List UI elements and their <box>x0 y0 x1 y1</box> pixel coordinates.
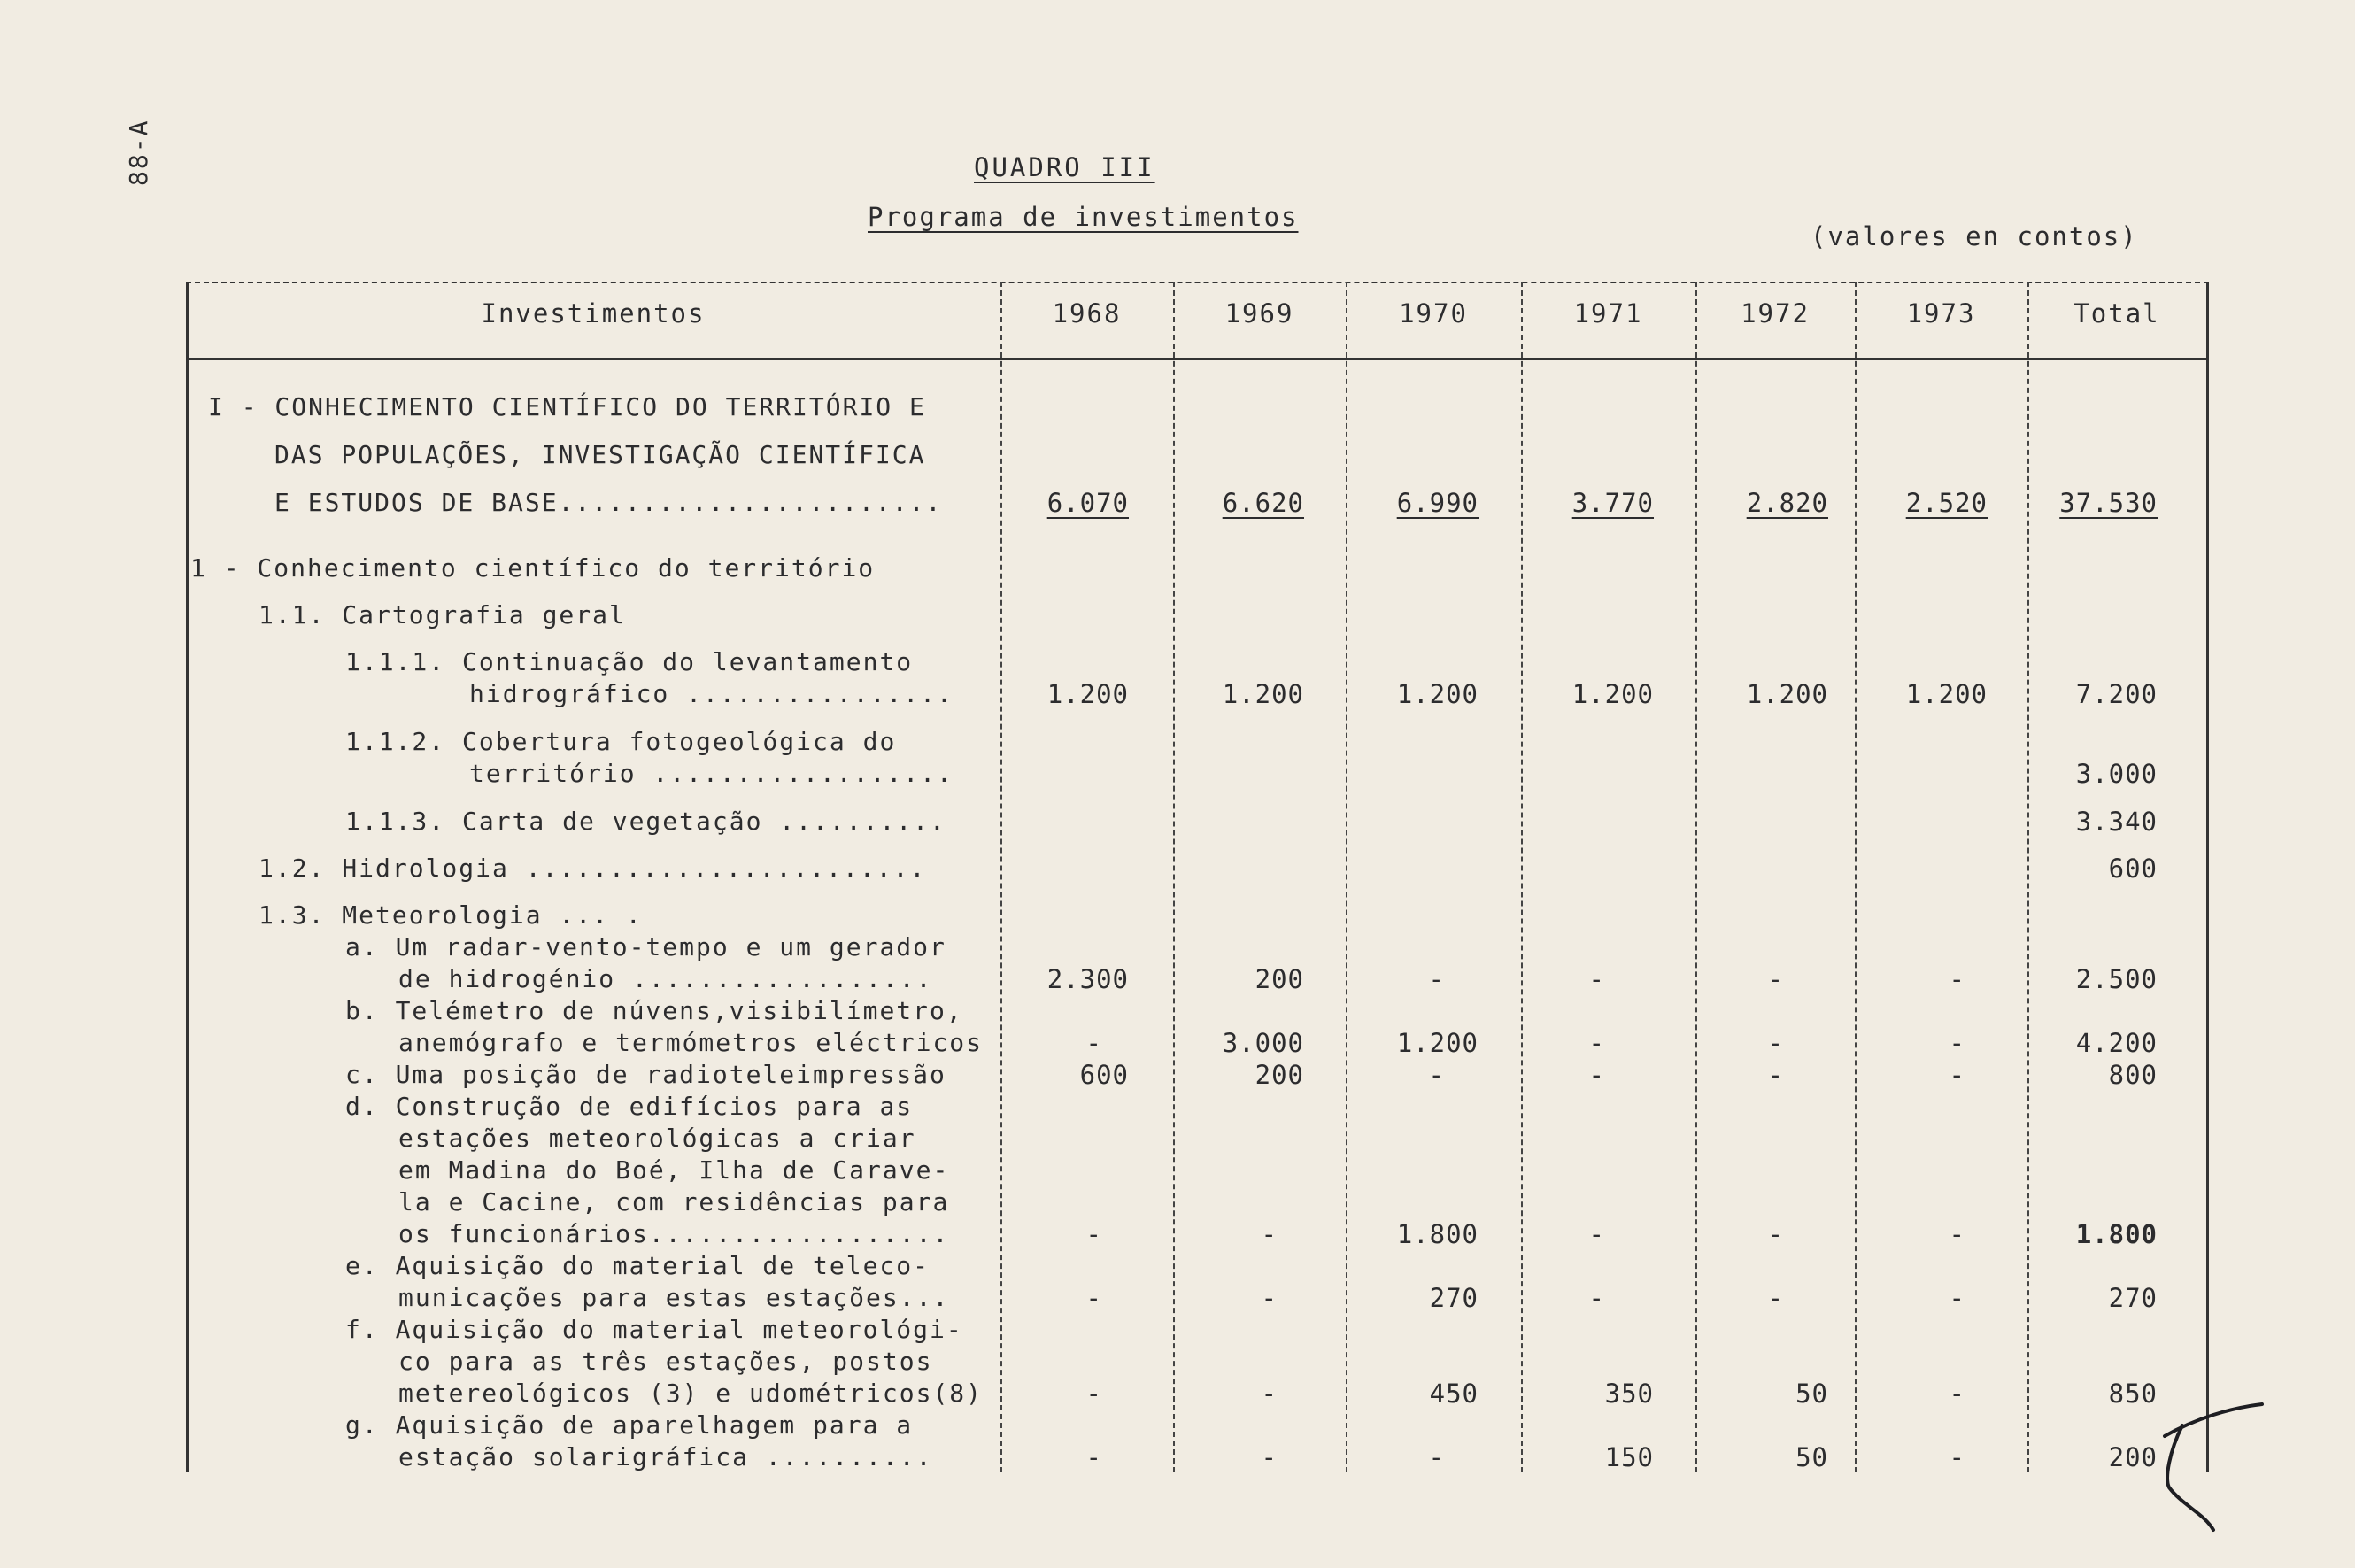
item-e-1973: - <box>1949 1283 1965 1313</box>
item-1-1-1-1968: 1.200 <box>1046 679 1129 709</box>
header-1973: 1973 <box>1906 298 1976 328</box>
item-a-1973: - <box>1949 964 1965 994</box>
item-1-2-total: 600 <box>2108 854 2158 884</box>
item-c-1973: - <box>1949 1060 1965 1090</box>
section-I-line2: DAS POPULAÇÕES, INVESTIGAÇÃO CIENTÍFICA <box>274 440 926 469</box>
item-f-1972: 50 <box>1795 1379 1828 1409</box>
item-f-1973: - <box>1949 1379 1965 1409</box>
item-c-1971: - <box>1588 1060 1605 1090</box>
item-1-1-1-1972: 1.200 <box>1746 679 1828 709</box>
col-divider <box>186 282 189 1472</box>
header-1969: 1969 <box>1224 298 1294 328</box>
margin-code: 88-A <box>124 119 153 186</box>
item-1-1: 1.1. Cartografia geral <box>259 600 626 630</box>
item-g-1968: - <box>1085 1442 1102 1472</box>
item-1: 1 - Conhecimento científico do território <box>190 553 876 583</box>
item-1-1-1-total: 7.200 <box>2075 679 2158 709</box>
header-1970: 1970 <box>1399 298 1468 328</box>
item-b-1971: - <box>1588 1028 1605 1058</box>
item-d-1969: - <box>1261 1219 1278 1249</box>
item-b-total: 4.200 <box>2075 1028 2158 1058</box>
item-f-1968: - <box>1085 1379 1102 1409</box>
section-I-1973: 2.520 <box>1905 488 1988 518</box>
item-a-1970: - <box>1428 964 1445 994</box>
item-g-total: 200 <box>2108 1442 2158 1472</box>
item-f-line1: f. Aquisição do material meteorológi- <box>345 1315 963 1344</box>
page-title: QUADRO III <box>974 152 1155 182</box>
item-e-line1: e. Aquisição do material de teleco- <box>345 1251 930 1280</box>
item-b-1972: - <box>1767 1028 1784 1058</box>
section-I-line1: I - CONHECIMENTO CIENTÍFICO DO TERRITÓRIO E <box>208 392 926 421</box>
item-d-total: 1.800 <box>2075 1219 2158 1249</box>
header-investimentos: Investimentos <box>481 298 706 328</box>
item-g-1971: 150 <box>1604 1442 1654 1472</box>
section-I-1969: 6.620 <box>1222 488 1304 518</box>
item-e-line2: municações para estas estações... <box>398 1283 950 1312</box>
section-I-total: 37.530 <box>2059 488 2158 518</box>
item-d-line4: la e Cacine, com residências para <box>398 1187 950 1217</box>
section-I-1972: 2.820 <box>1746 488 1828 518</box>
item-c-1972: - <box>1767 1060 1784 1090</box>
header-1968: 1968 <box>1052 298 1122 328</box>
item-1-1-1-1969: 1.200 <box>1222 679 1304 709</box>
item-d-line5: os funcionários.................. <box>398 1219 950 1248</box>
item-a-line2: de hidrogénio .................. <box>398 964 933 993</box>
item-c-line1: c. Uma posição de radioteleimpressão <box>345 1060 946 1089</box>
item-f-total: 850 <box>2108 1379 2158 1409</box>
item-f-1969: - <box>1261 1379 1278 1409</box>
section-I-1970: 6.990 <box>1396 488 1479 518</box>
item-1-1-3: 1.1.3. Carta de vegetação .......... <box>345 807 946 836</box>
item-1-1-1-1971: 1.200 <box>1571 679 1654 709</box>
item-c-total: 800 <box>2108 1060 2158 1090</box>
item-g-1969: - <box>1261 1442 1278 1472</box>
header-total: Total <box>2073 298 2160 328</box>
item-a-1972: - <box>1767 964 1784 994</box>
item-d-line3: em Madina do Boé, Ilha de Carave- <box>398 1155 950 1185</box>
item-f-line3: metereológicos (3) e udométricos(8) <box>398 1379 984 1408</box>
item-a-1971: - <box>1588 964 1605 994</box>
units-note: (valores en contos) <box>1811 221 2138 251</box>
item-e-1972: - <box>1767 1283 1784 1313</box>
item-1-1-2-line2: território .................. <box>469 759 954 788</box>
item-b-line2: anemógrafo e termómetros eléctricos <box>398 1028 984 1057</box>
item-1-1-1-line1: 1.1.1. Continuação do levantamento <box>345 647 914 676</box>
item-d-line2: estações meteorológicas a criar <box>398 1124 916 1153</box>
item-1-1-1-1970: 1.200 <box>1396 679 1479 709</box>
item-d-1970: 1.800 <box>1396 1219 1479 1249</box>
pen-mark-icon <box>2143 1381 2320 1541</box>
item-c-1970: - <box>1428 1060 1445 1090</box>
section-I-line3: E ESTUDOS DE BASE....................... <box>274 488 943 517</box>
item-c-1968: 600 <box>1079 1060 1129 1090</box>
item-f-1970: 450 <box>1429 1379 1479 1409</box>
header-1971: 1971 <box>1573 298 1643 328</box>
item-g-1972: 50 <box>1795 1442 1828 1472</box>
item-1-1-3-total: 3.340 <box>2075 807 2158 837</box>
item-g-line1: g. Aquisição de aparelhagem para a <box>345 1410 914 1440</box>
item-a-1969: 200 <box>1255 964 1304 994</box>
item-1-1-1-line2: hidrográfico ................ <box>469 679 954 708</box>
item-f-line2: co para as três estações, postos <box>398 1347 933 1376</box>
item-d-1968: - <box>1085 1219 1102 1249</box>
table-top-border <box>186 282 2209 283</box>
item-1-2: 1.2. Hidrologia ........................ <box>259 854 927 883</box>
item-c-1969: 200 <box>1255 1060 1304 1090</box>
page-subtitle: Programa de investimentos <box>868 202 1299 232</box>
item-e-1970: 270 <box>1429 1283 1479 1313</box>
item-g-line2: estação solarigráfica .......... <box>398 1442 933 1471</box>
item-a-total: 2.500 <box>2075 964 2158 994</box>
item-b-1968: - <box>1085 1028 1102 1058</box>
item-d-1971: - <box>1588 1219 1605 1249</box>
item-1-1-2-line1: 1.1.2. Cobertura fotogeológica do <box>345 727 897 756</box>
item-e-1969: - <box>1261 1283 1278 1313</box>
item-b-line1: b. Telémetro de núvens,visibilímetro, <box>345 996 963 1025</box>
item-b-1970: 1.200 <box>1396 1028 1479 1058</box>
item-f-1971: 350 <box>1604 1379 1654 1409</box>
item-d-line1: d. Construção de edifícios para as <box>345 1092 914 1121</box>
item-g-1970: - <box>1428 1442 1445 1472</box>
item-a-1968: 2.300 <box>1046 964 1129 994</box>
item-e-1971: - <box>1588 1283 1605 1313</box>
item-1-3: 1.3. Meteorologia ... . <box>259 900 643 930</box>
header-1972: 1972 <box>1741 298 1810 328</box>
item-1-1-2-total: 3.000 <box>2075 759 2158 789</box>
item-d-1972: - <box>1767 1219 1784 1249</box>
section-I-1968: 6.070 <box>1046 488 1129 518</box>
col-divider <box>2206 282 2209 1472</box>
item-g-1973: - <box>1949 1442 1965 1472</box>
item-d-1973: - <box>1949 1219 1965 1249</box>
item-1-1-1-1973: 1.200 <box>1905 679 1988 709</box>
item-a-line1: a. Um radar-vento-tempo e um gerador <box>345 932 946 962</box>
item-b-1969: 3.000 <box>1222 1028 1304 1058</box>
item-e-1968: - <box>1085 1283 1102 1313</box>
section-I-1971: 3.770 <box>1571 488 1654 518</box>
item-b-1973: - <box>1949 1028 1965 1058</box>
item-e-total: 270 <box>2108 1283 2158 1313</box>
header-bottom-border <box>186 358 2209 360</box>
